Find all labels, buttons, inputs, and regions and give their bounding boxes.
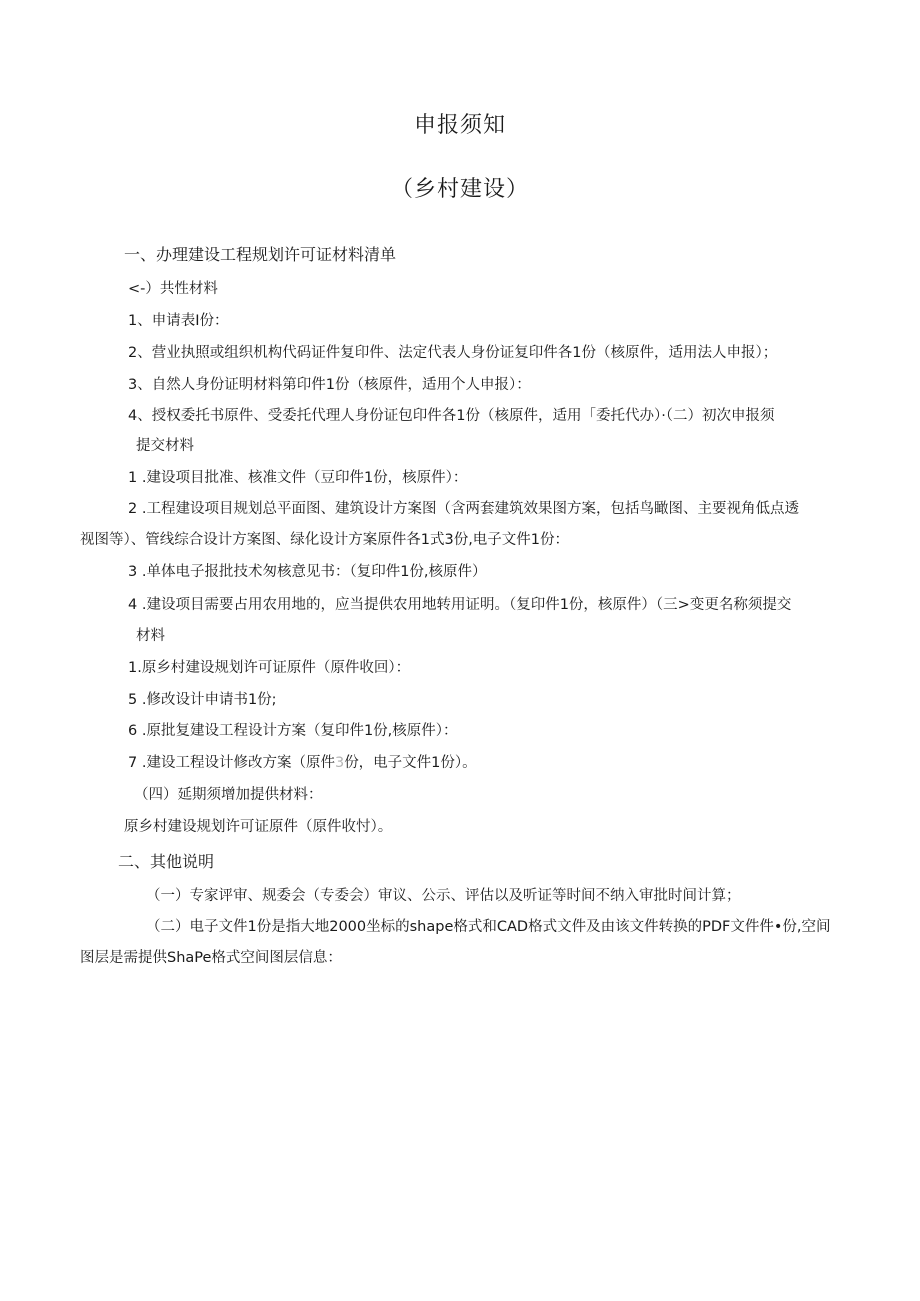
initial-item: 3 .单体电子报批技术匆核意见书：（复印件1份,核原件） <box>128 564 487 580</box>
rename-item-7 <box>128 753 477 773</box>
rename-item: 1.原乡村建设规划许可证原件（原件收回）： <box>128 660 411 676</box>
item7-text-end: 份，电子文件1份）。 <box>344 755 477 771</box>
rename-item: 6 .原批复建设工程设计方案（复印件1份,核原件）： <box>128 723 458 739</box>
initial-item-continuation: 材料 <box>136 628 165 644</box>
initial-item-continuation: 视图等）、管线综合设计方案图、绿化设计方案原件各1式3份,电子文件1份： <box>80 532 570 548</box>
initial-item: 2 .工程建设项目规划总平面图、建筑设计方案图（含两套建筑效果图方案，包括鸟瞰图、主要视角低点透 <box>128 501 799 517</box>
common-item: 2、营业执照或组织机构代码证件复印件、法定代表人身份证复印件各1份（核原件，适用法人申报）； <box>128 345 778 361</box>
document-subtitle: （乡村建设） <box>390 177 529 202</box>
initial-item: 1 .建设项目批准、核准文件（豆印件1份，核原件）： <box>128 470 468 486</box>
extension-item: 原乡村建设规划许可证原件（原件收忖）。 <box>124 819 393 835</box>
item7-text-start: 7 .建设工程设计修改方案（原件 <box>128 755 335 771</box>
initial-item: 4 .建设项目需要占用农用地的，应当提供农用地转用证明。（复印件1份，核原件）（三>变更名称须提交 <box>128 597 792 613</box>
common-item: 1、申请表I份： <box>128 313 229 329</box>
note-item: （二）电子文件1份是指大地2000坐标的shape格式和CAD格式文件及由该文件转换的PDF文件件•份,空间 <box>146 919 831 935</box>
note-item: （一）专家评审、规委会（专委会）审议、公示、评估以及听证等时间不纳入审批时间计算； <box>146 888 741 904</box>
common-item-continuation: 提交材料 <box>136 438 194 454</box>
document-title: 申报须知 <box>413 113 506 138</box>
rename-item: 5 .修改设计申请书1份; <box>128 692 277 708</box>
item7-faint-digit: 3 <box>334 755 345 771</box>
common-item: 4、授权委托书原件、受委托代理人身份证包印件各1份（核原件，适用「委托代办）·（二）初次申报须 <box>128 408 775 424</box>
note-item-continuation: 图层是需提供ShaPe格式空间图层信息： <box>80 950 342 966</box>
section2-heading: 二、其他说明 <box>118 852 215 871</box>
section1-heading: 一、办理建设工程规划许可证材料清单 <box>124 245 397 264</box>
common-item: 3、自然人身份证明材料第印件1份（核原件，适用个人申报）： <box>128 377 531 393</box>
extension-heading: （四）延期须增加提供材料： <box>134 787 323 803</box>
common-materials-heading: <-）共性材料 <box>128 281 218 297</box>
